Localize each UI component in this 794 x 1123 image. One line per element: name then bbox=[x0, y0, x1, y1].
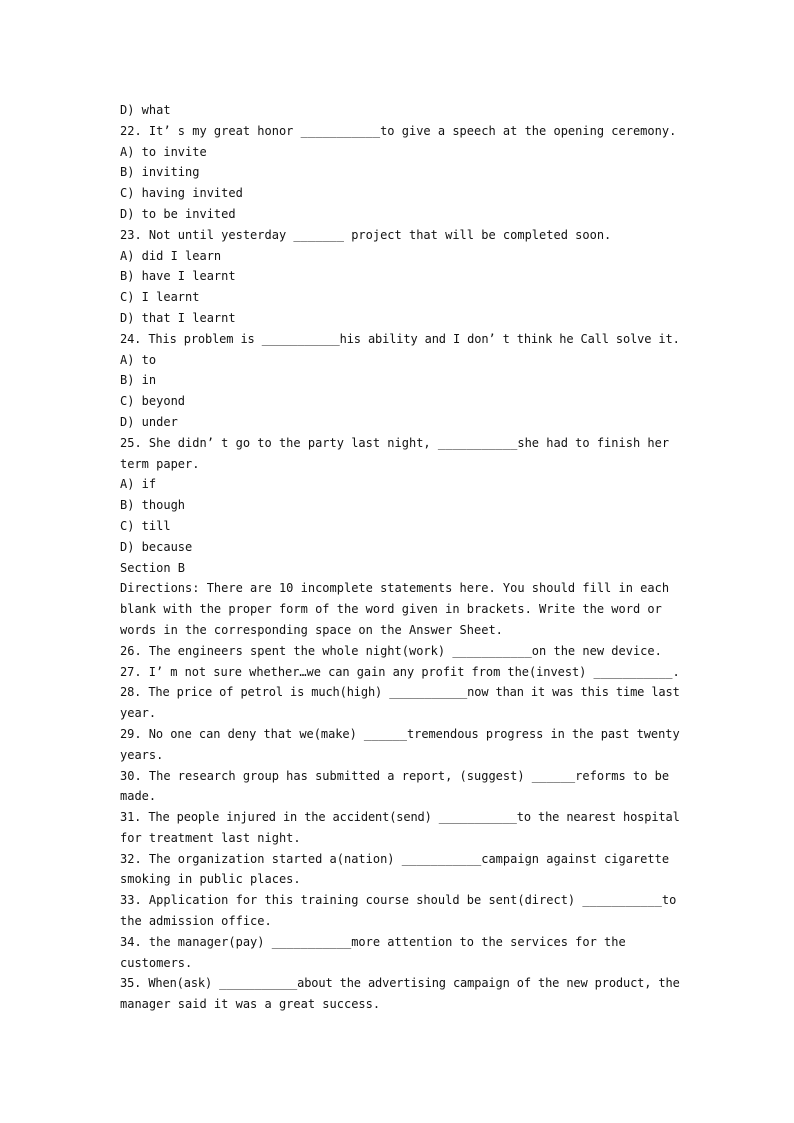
question-32: 32. The organization started a(nation) ___________campaign against cigarette bbox=[120, 851, 670, 866]
question-35: 35. When(ask) ___________about the advertising campaign of the new product, the bbox=[120, 976, 680, 991]
question-29: 29. No one can deny that we(make) ______tremendous progress in the past twenty bbox=[120, 726, 680, 741]
question-22: 22. It’ s my great honor ___________to give a speech at the opening ceremony. bbox=[120, 123, 677, 138]
option-c: C) beyond bbox=[120, 394, 186, 409]
section-heading: Section B bbox=[120, 560, 186, 575]
option-d: D) that I learnt bbox=[120, 310, 236, 325]
directions-line: words in the corresponding space on the Answer Sheet. bbox=[120, 622, 503, 637]
text-line: D) what bbox=[120, 103, 171, 117]
question-30: 30. The research group has submitted a report, (suggest) ______reforms to be bbox=[120, 768, 670, 783]
question-33: 33. Application for this training course should be sent(direct) ___________to bbox=[120, 893, 677, 908]
question-30-cont: made. bbox=[120, 789, 157, 804]
question-34: 34. the manager(pay) ___________more attention to the services for the bbox=[120, 934, 626, 949]
option-c: C) I learnt bbox=[120, 290, 200, 305]
option-b: B) in bbox=[120, 373, 157, 388]
option-c: C) till bbox=[120, 518, 171, 533]
directions-line: blank with the proper form of the word given in brackets. Write the word or bbox=[120, 602, 662, 617]
option-d: D) under bbox=[120, 414, 178, 429]
question-23: 23. Not until yesterday _______ project that will be completed soon. bbox=[120, 227, 612, 242]
question-28: 28. The price of petrol is much(high) ___________now than it was this time last bbox=[120, 685, 680, 700]
option-b: B) though bbox=[120, 498, 186, 513]
directions-line: Directions: There are 10 incomplete statements here. You should fill in each bbox=[120, 581, 670, 596]
question-25-cont: term paper. bbox=[120, 456, 200, 471]
question-35-cont: manager said it was a great success. bbox=[120, 997, 381, 1012]
option-d: D) because bbox=[120, 539, 193, 554]
question-33-cont: the admission office. bbox=[120, 914, 272, 929]
option-b: B) inviting bbox=[120, 165, 200, 180]
question-25: 25. She didn’ t go to the party last night, ___________she had to finish her bbox=[120, 435, 670, 450]
question-34-cont: customers. bbox=[120, 955, 193, 970]
question-26: 26. The engineers spent the whole night(work) ___________on the new device. bbox=[120, 643, 662, 658]
option-d: D) to be invited bbox=[120, 206, 236, 221]
question-31: 31. The people injured in the accident(send) ___________to the nearest hospital bbox=[120, 810, 680, 825]
option-a: A) did I learn bbox=[120, 248, 222, 263]
option-c: C) having invited bbox=[120, 186, 243, 201]
option-a: A) to invite bbox=[120, 144, 207, 159]
option-a: A) if bbox=[120, 477, 157, 492]
question-28-cont: year. bbox=[120, 706, 157, 721]
document-page bbox=[120, 100, 680, 1015]
option-a: A) to bbox=[120, 352, 157, 367]
question-27: 27. I’ m not sure whether…we can gain any profit from the(invest) ___________. bbox=[120, 664, 680, 679]
option-b: B) have I learnt bbox=[120, 269, 236, 284]
question-31-cont: for treatment last night. bbox=[120, 830, 301, 845]
question-24: 24. This problem is ___________his ability and I don’ t think he Call solve it. bbox=[120, 331, 680, 346]
question-32-cont: smoking in public places. bbox=[120, 872, 301, 887]
question-29-cont: years. bbox=[120, 747, 164, 762]
